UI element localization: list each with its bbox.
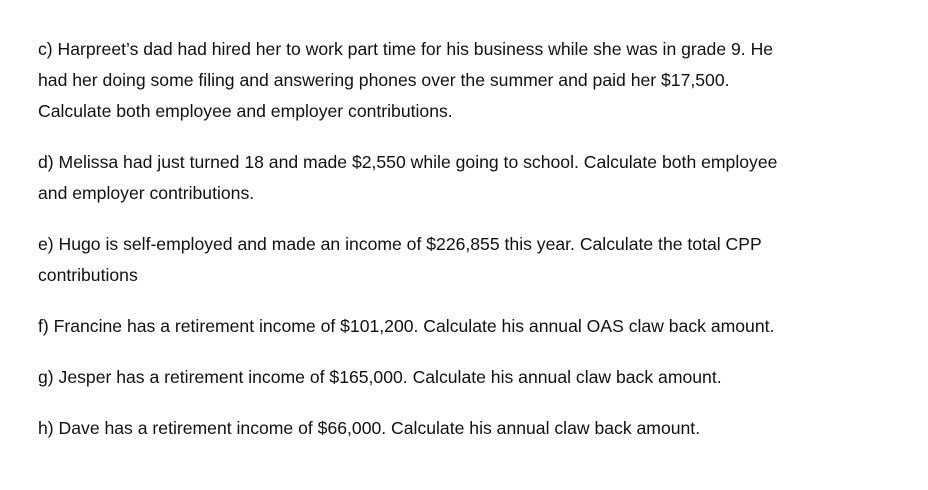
question-e-line-1: e) Hugo is self-employed and made an income of $226,855 this year. Calculate the total CPP: [38, 234, 762, 254]
question-d-line-2: and employer contributions.: [38, 183, 255, 203]
question-f-line-1: f) Francine has a retirement income of $101,200. Calculate his annual OAS claw back amount.: [38, 316, 775, 336]
question-c-line-1: c) Harpreet’s dad had hired her to work part time for his business while she was in grade 9. He: [38, 39, 774, 59]
document-body: [38, 34, 898, 464]
question-c: [38, 34, 898, 127]
question-d-line-1: d) Melissa had just turned 18 and made $2,550 while going to school. Calculate both employee: [38, 152, 778, 172]
question-h-line-1: h) Dave has a retirement income of $66,000. Calculate his annual claw back amount.: [38, 418, 701, 438]
question-d: [38, 147, 898, 209]
question-g: [38, 362, 898, 393]
question-g-line-1: g) Jesper has a retirement income of $165,000. Calculate his annual claw back amount.: [38, 367, 722, 387]
question-e-line-2: contributions: [38, 265, 138, 285]
question-c-line-2: had her doing some filing and answering phones over the summer and paid her $17,500.: [38, 70, 730, 90]
question-h: [38, 413, 898, 444]
question-e: [38, 229, 898, 291]
question-f: [38, 311, 898, 342]
question-c-line-3: Calculate both employee and employer contributions.: [38, 101, 453, 121]
